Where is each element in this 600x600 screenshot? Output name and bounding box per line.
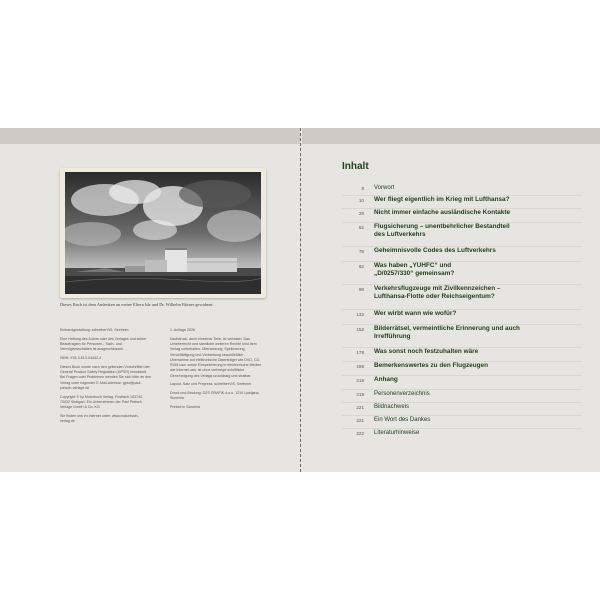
right-page-header-band <box>302 128 600 144</box>
imprint-line: Sie finden uns im Internet unter: www.motorbuch-verlag.de <box>60 413 139 424</box>
imprint-line: Einbandgestaltung: schreiberVIS, Seeheim <box>60 328 129 332</box>
toc-page-number: 98 <box>358 286 364 292</box>
imprint-line: Layout, Satz und Prepress: schreiberVIS, Seeheim <box>170 382 252 387</box>
airport-photo-image <box>65 172 261 294</box>
toc-entry <box>342 429 582 441</box>
imprint-line: Copyright © by Motorbuch Verlag, Postfach 103743, 70032 Stuttgart. Ein Unternehmen der Paul Pietsch Verlage GmbH & Co. KG <box>60 394 143 410</box>
toc-title: Inhalt <box>342 161 369 172</box>
airport-photo <box>60 168 266 298</box>
toc-entry-title: Vorwort <box>374 185 395 191</box>
dedication-caption: Dieses Buch ist dem Andenken an meine Eltern Ida und Dr. Wilhelm Bittner gewidmet. <box>60 302 214 307</box>
toc-entry-title: Wer fliegt eigentlich im Krieg mit Lufthansa? <box>374 196 510 203</box>
toc-page-number: 52 <box>358 224 364 230</box>
imprint-column-1 <box>60 328 152 428</box>
toc-page-number: 219 <box>356 391 364 397</box>
toc-entry-title: Anhang <box>374 376 398 383</box>
imprint-line: Nachdruck, auch einzelner Teile, ist verboten. Das Urheberrecht und sämtliche weiteren Rechte sind dem Verlag vorbehalten. Übersetzung, Speicherung, Vervielfältigung und Verbreitung einschließlich Übernahme auf elektronische Datenträger wie DVD, CD-ROM usw. sowie Einspeicherung in elektronische Medien wie Internet usw. ist ohne vorherige schriftliche Genehmigung des Verlags unzulässig und strafbar. <box>170 336 262 378</box>
toc-entry-title: Geheimnisvolle Codes des Luftverkehrs <box>374 247 496 254</box>
toc-entry <box>342 403 582 416</box>
toc-entry-title: Personenverzeichnis <box>374 391 430 397</box>
toc-entry-title: Bilderrätsel, vermeintliche Erinnerung und auch Irrefführung <box>374 325 520 340</box>
toc-entry-title: Verkehrsflugzeuge mit Zivilkennzeichen – Lufthansa-Flotte oder Reichseigentum? <box>374 285 501 300</box>
toc-entry-title: Wer wirbt wann wie wofür? <box>374 310 457 317</box>
toc-page-number: 218 <box>356 377 364 383</box>
toc-entry <box>342 209 582 223</box>
toc-entry-title: Nicht immer einfache ausländische Kontakte <box>374 209 511 216</box>
imprint-line: 1. Auflage 2026 <box>170 328 195 332</box>
toc-entry <box>342 416 582 429</box>
toc-page-number: 198 <box>356 363 364 369</box>
left-page-header-band <box>0 128 300 144</box>
toc-page-number: 10 <box>358 197 364 203</box>
imprint-line: Dieses Buch wurde nach den geltenden Vorschriften der General Product Safety Regulation (GPSR) entwickelt. Bei Fragen oder Problemen wenden Sie sich bitte an den Verlag unter folgender E-Mail-Adresse: gpsr@paul-pietsch-verlage.de <box>60 364 152 390</box>
toc-entry <box>342 223 582 247</box>
imprint-column-2 <box>170 328 262 414</box>
toc-page-number: 92 <box>358 263 364 269</box>
imprint-line: Eine Haftung des Autors oder des Verlages und seiner Beauftragten für Personen-, Sach- und Vermögensschäden ist ausgeschlossen. <box>60 336 147 352</box>
toc-entry <box>342 376 582 390</box>
toc-entry-title: Bildnachweis <box>374 404 410 410</box>
toc-entry <box>342 390 582 403</box>
toc-entry <box>342 247 582 262</box>
toc-page-number: 178 <box>356 349 364 355</box>
toc-page-number: 152 <box>356 326 364 332</box>
toc-entry <box>342 262 582 285</box>
toc-entry <box>342 184 582 196</box>
toc-entry-title: Flugsicherung – unentbehrlicher Bestandteil des Luftverkehrs <box>374 223 510 238</box>
toc-entry <box>342 310 582 325</box>
toc-entry <box>342 325 582 348</box>
toc-entry <box>342 348 582 362</box>
book-spread <box>0 128 600 472</box>
toc-entry-title: Literaturhinweise <box>374 430 420 436</box>
toc-entry <box>342 362 582 376</box>
imprint-line: Printed in Slovenia <box>170 405 200 410</box>
imprint-line: Druck und Bindung: DZS GRAFIK d.o.o. 1210 Ljubljana, Slovenia <box>170 391 260 401</box>
toc-entry-title: Was sonst noch festzuhalten wäre <box>374 348 479 355</box>
toc-page-number: 132 <box>356 311 364 317</box>
toc-page-number: 221 <box>356 417 364 423</box>
toc-entry <box>342 285 582 310</box>
toc-page-number: 28 <box>358 210 364 216</box>
toc-entry-title: Was haben „YUHFC“ und „D/0257/330“ gemeinsam? <box>374 262 455 277</box>
toc-page-number: 78 <box>358 248 364 254</box>
book-gutter <box>300 128 301 472</box>
table-of-contents <box>342 184 582 441</box>
toc-page-number: 221 <box>356 404 364 410</box>
toc-page-number: 222 <box>356 430 364 436</box>
toc-entry-title: Bemerkenswertes zu den Flugzeugen <box>374 362 488 369</box>
toc-entry-title: Ein Wort des Dankes <box>374 417 431 423</box>
toc-entry <box>342 196 582 209</box>
imprint-line: ISBN: 978-3-613-04432-4 <box>60 355 102 360</box>
toc-page-number: 8 <box>361 185 364 191</box>
